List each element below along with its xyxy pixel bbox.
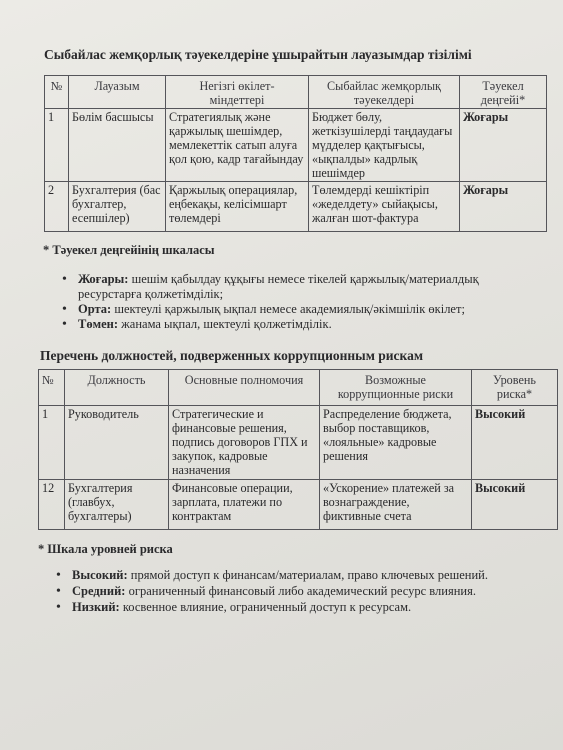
list-item [62, 272, 532, 302]
kazakh-section-title: Сыбайлас жемқорлық тәуекелдеріне ұшырайтын лауазымдар тізілімі [44, 47, 472, 62]
cell-position: Бухгалтерия (главбух, бухгалтеры) [65, 480, 169, 530]
scale-level: Низкий: [72, 600, 120, 614]
cell-position: Бухгалтерия (бас бухгалтер, есепшілер) [69, 182, 166, 232]
russian-section-title: Перечень должностей, подверженных коррупционным рискам [40, 348, 424, 363]
cell-number: 12 [39, 480, 65, 530]
list-item [56, 584, 536, 599]
kazakh-risk-table [44, 75, 547, 232]
scale-level: Орта: [78, 302, 112, 316]
cell-position: Бөлім басшысы [69, 109, 166, 182]
header-number: № [39, 370, 65, 406]
table-row [39, 480, 558, 530]
cell-risks: Төлемдерді кешіктіріп «жеделдету» сыйақысы, жалған шот-фактура [309, 182, 460, 232]
header-risk-level: Уровень риска* [472, 370, 558, 406]
cell-risk-level: Жоғары [460, 182, 547, 232]
list-item [56, 568, 536, 583]
cell-risks: Распределение бюджета, выбор поставщиков, «лояльные» кадровые решения [320, 406, 472, 480]
header-risk-level: Тәуекел деңгейі* [460, 76, 547, 109]
scale-level: Высокий: [72, 568, 128, 582]
table-header-row [39, 370, 558, 406]
cell-duties: Финансовые операции, зарплата, платежи по контрактам [169, 480, 320, 530]
kazakh-scale-list [62, 272, 532, 332]
header-number: № [45, 76, 69, 109]
scale-level: Жоғары: [78, 272, 129, 286]
russian-risk-table [38, 369, 558, 530]
list-item [62, 317, 532, 332]
scale-text: косвенное влияние, ограниченный доступ к ресурсам. [119, 600, 412, 614]
table-row [45, 182, 547, 232]
cell-duties: Стратегические и финансовые решения, подпись договоров ГПХ и закупок, кадровые назначения [169, 406, 320, 480]
cell-risk-level: Высокий [472, 406, 558, 480]
cell-risk-level: Высокий [472, 480, 558, 530]
kazakh-scale-title: * Тәуекел деңгейінің шкаласы [43, 243, 215, 257]
header-risks: Возможные коррупционные риски [320, 370, 472, 406]
cell-risks: Бюджет бөлу, жеткізушілерді таңдаудағы мүдделер қақтығысы, «ықпалды» кадрлық шешімдер [309, 109, 460, 182]
cell-duties: Стратегиялық және қаржылық шешімдер, мемлекеттік сатып алуға қол қою, кадр тағайындау [166, 109, 309, 182]
table-header-row [45, 76, 547, 109]
scale-level: Төмен: [78, 317, 119, 331]
cell-position: Руководитель [65, 406, 169, 480]
russian-scale-title: * Шкала уровней риска [38, 542, 173, 556]
header-duties: Основные полномочия [169, 370, 320, 406]
header-risks: Сыбайлас жемқорлық тәуекелдері [309, 76, 460, 109]
scale-text: шешім қабылдау құқығы немесе тікелей қаржылық/материалдық ресурстарға қолжетімділік; [78, 272, 479, 301]
russian-scale-list [56, 568, 536, 616]
header-duties: Негізгі өкілет- міндеттері [166, 76, 309, 109]
scale-text: шектеулі қаржылық ықпал немесе академиялық/әкімшілік өкілет; [111, 302, 465, 316]
cell-number: 1 [39, 406, 65, 480]
header-position: Лауазым [69, 76, 166, 109]
cell-duties: Қаржылық операциялар, еңбекақы, келісімшарт төлемдері [166, 182, 309, 232]
cell-number: 2 [45, 182, 69, 232]
scale-text: прямой доступ к финансам/материалам, право ключевых решений. [127, 568, 488, 582]
list-item [56, 600, 536, 615]
header-position: Должность [65, 370, 169, 406]
table-row [39, 406, 558, 480]
scale-level: Средний: [72, 584, 126, 598]
scale-text: жанама ықпал, шектеулі қолжетімділік. [118, 317, 332, 331]
scale-text: ограниченный финансовый либо академический ресурс влияния. [125, 584, 476, 598]
cell-risks: «Ускорение» платежей за вознаграждение, фиктивные счета [320, 480, 472, 530]
table-row [45, 109, 547, 182]
cell-risk-level: Жоғары [460, 109, 547, 182]
list-item [62, 302, 532, 317]
cell-number: 1 [45, 109, 69, 182]
